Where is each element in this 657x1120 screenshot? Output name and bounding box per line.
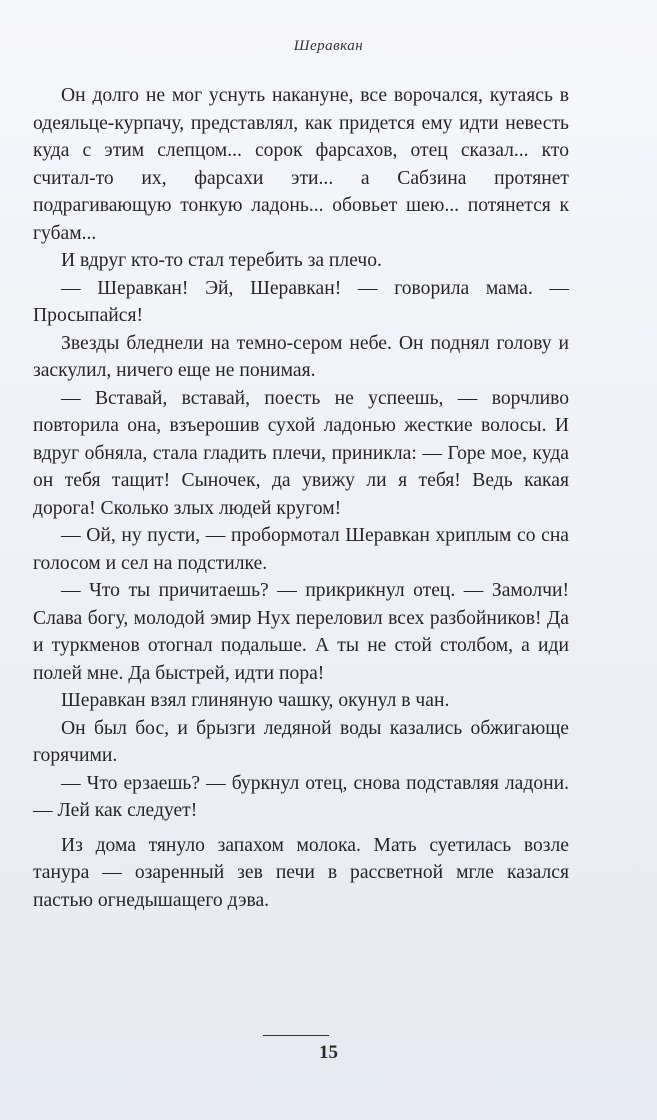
paragraph: Он был бос, и брызги ледяной воды казались обжигающе горячими. [33,717,569,766]
paragraph: — Что ты причитаешь? — прикрикнул отец. — Замолчи! Слава богу, молодой эмир Нух переловил всех разбойников! Да и туркменов отогнал подальше. А ты не стой столбом, а иди полей мне. Да быстрей, идти пора! [33,580,569,684]
paragraph: — Ой, ну пусти, — пробормотал Шеравкан хриплым со сна голосом и сел на подстилке. [33,525,569,574]
page-number: 15 [319,1042,338,1063]
page-number-rule [263,1035,329,1036]
paragraph: — Что ерзаешь? — буркнул отец, снова подставляя ладони. — Лей как следует! [33,772,569,821]
page-body [33,82,569,914]
paragraph: Он долго не мог уснуть накануне, все ворочался, кутаясь в одеяльце-курпачу, представлял, как придется ему идти невесть куда с этим слепцом... сорок фарсахов, отец сказал... кто считал-то их, фарсахи эти... а Сабзина протянет подрагивающую тонкую ладонь... обовьет шею... потянется к губам... [33,85,569,244]
paragraph: Из дома тянуло запахом молока. Мать суетилась возле танура — озаренный зев печи в рассветной мгле казался пастью огнедышащего дэва. [33,834,569,911]
paragraph: Шеравкан взял глиняную чашку, окунул в чан. [61,690,450,711]
paragraph: Звезды бледнели на темно-сером небе. Он поднял голову и заскулил, ничего еще не понимая. [33,332,569,381]
paragraph: — Вставай, вставай, поесть не успеешь, — ворчливо повторила она, взъерошив сухой ладонью жесткие волосы. И вдруг обняла, стала гладить плечи, приникла: — Горе мое, куда он тебя тащит! Сыночек, да увижу ли я тебя! Ведь какая дорога! Сколько злых людей кругом! [33,387,569,519]
paragraph: — Шеравкан! Эй, Шеравкан! — говорила мама. — Просыпайся! [33,277,569,326]
running-head: Шеравкан [293,38,364,54]
paragraph: И вдруг кто-то стал теребить за плечо. [61,250,382,271]
